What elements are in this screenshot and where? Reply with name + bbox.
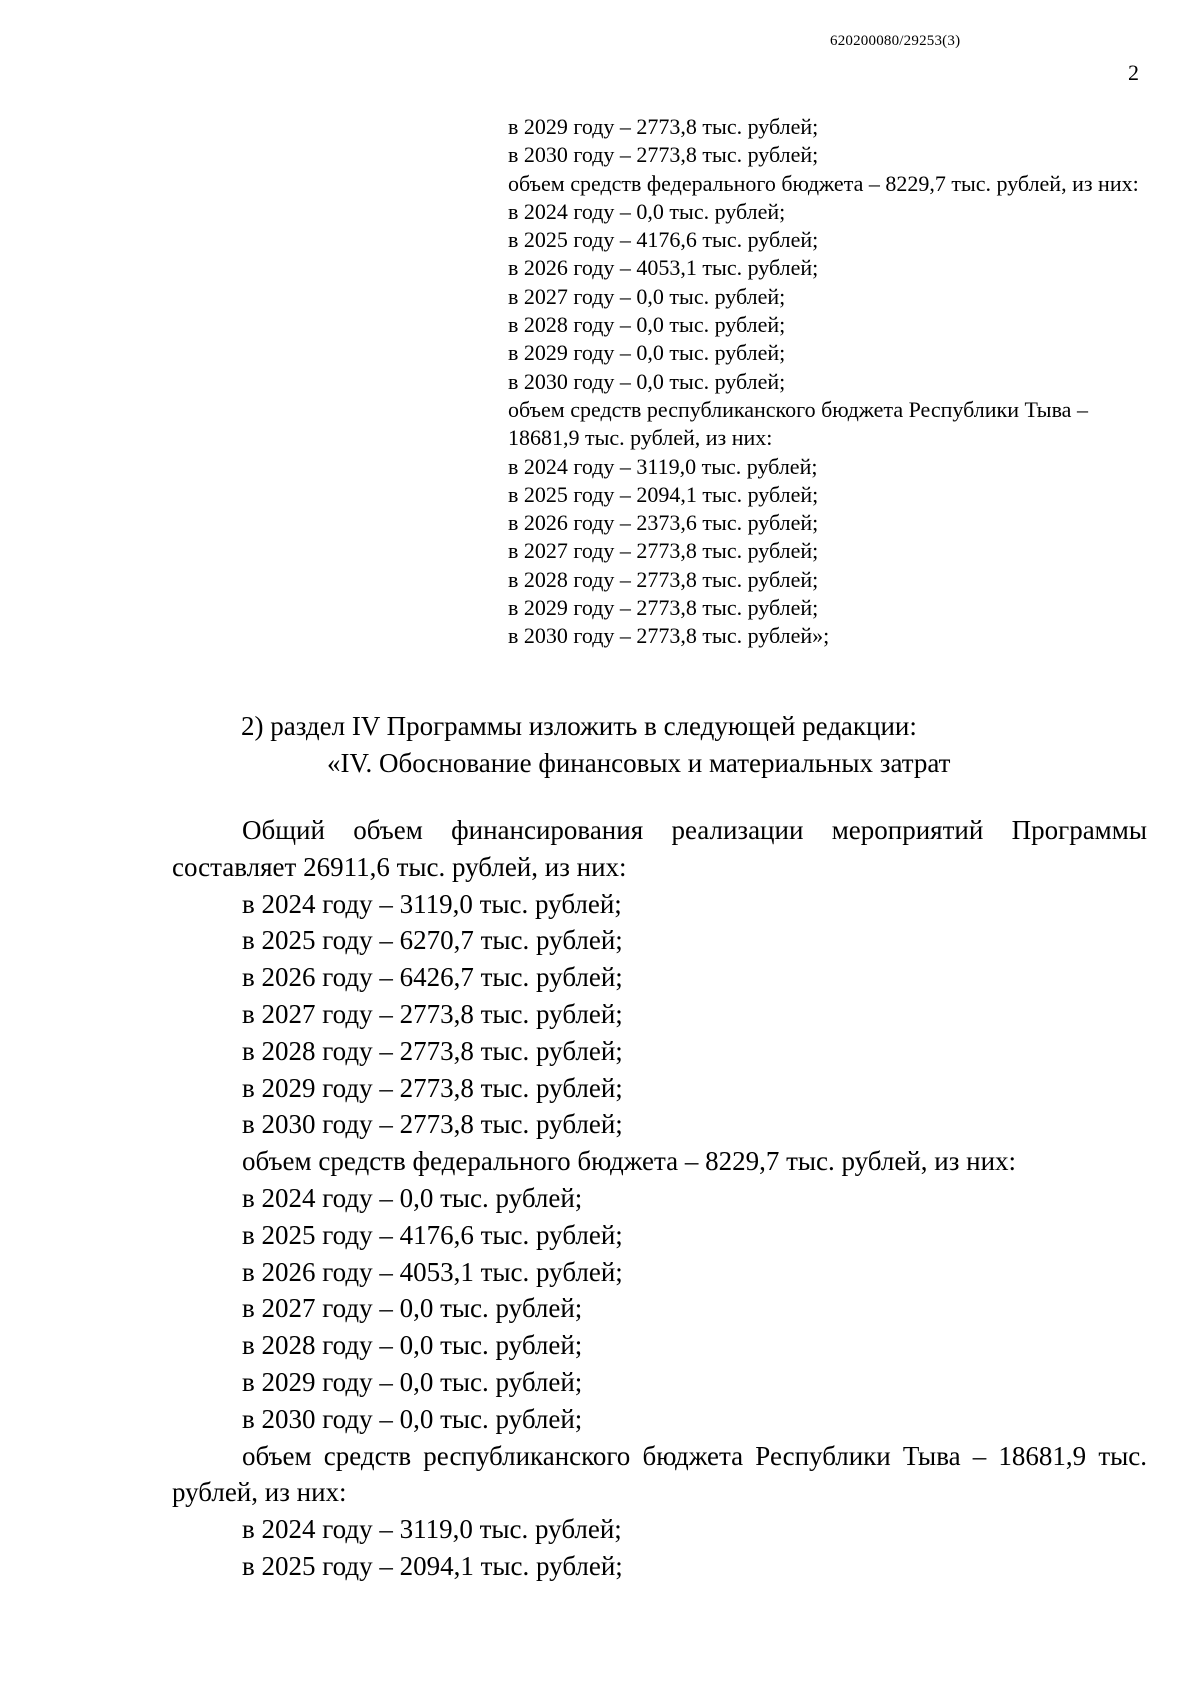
section-body bbox=[172, 812, 1147, 1585]
total-funding-line: в 2028 году – 2773,8 тыс. рублей; bbox=[242, 1035, 623, 1066]
funding-line: в 2024 году – 3119,0 тыс. рублей; bbox=[508, 453, 818, 479]
funding-line: в 2026 году – 4053,1 тыс. рублей; bbox=[508, 255, 819, 281]
total-funding-line: в 2030 году – 2773,8 тыс. рублей; bbox=[242, 1109, 623, 1140]
republic-funding-line: в 2024 году – 3119,0 тыс. рублей; bbox=[242, 1514, 622, 1545]
federal-budget-line: объем средств федерального бюджета – 8229,7 тыс. рублей, из них: bbox=[508, 170, 1139, 196]
top-funding-block bbox=[508, 113, 1148, 651]
total-funding-paragraph: Общий объем финансирования реализации мероприятий Программы составляет 26911,6 тыс. рублей, из них: bbox=[172, 815, 1147, 882]
federal-funding-line: в 2024 году – 0,0 тыс. рублей; bbox=[242, 1182, 583, 1213]
funding-line: в 2025 году – 4176,6 тыс. рублей; bbox=[508, 227, 819, 253]
republic-budget-paragraph: объем средств республиканского бюджета Республики Тыва – 18681,9 тыс. рублей, из них: bbox=[172, 1440, 1147, 1508]
total-funding-line: в 2027 году – 2773,8 тыс. рублей; bbox=[242, 998, 623, 1029]
funding-line: в 2028 году – 2773,8 тыс. рублей; bbox=[508, 566, 819, 592]
funding-line: в 2025 году – 2094,1 тыс. рублей; bbox=[508, 481, 819, 507]
funding-line: в 2027 году – 2773,8 тыс. рублей; bbox=[508, 538, 819, 564]
amendment-clause: 2) раздел IV Программы изложить в следующей редакции: bbox=[241, 711, 917, 741]
total-funding-line: в 2024 году – 3119,0 тыс. рублей; bbox=[242, 888, 622, 919]
funding-line: в 2026 году – 2373,6 тыс. рублей; bbox=[508, 510, 819, 536]
funding-line: в 2029 году – 0,0 тыс. рублей; bbox=[508, 340, 786, 366]
funding-line: в 2029 году – 2773,8 тыс. рублей; bbox=[508, 595, 819, 621]
funding-line: в 2029 году – 2773,8 тыс. рублей; bbox=[508, 114, 819, 139]
republic-budget-line: объем средств республиканского бюджета Республики Тыва – 18681,9 тыс. рублей, из них: bbox=[508, 396, 1088, 451]
federal-funding-line: в 2029 году – 0,0 тыс. рублей; bbox=[242, 1366, 583, 1397]
funding-line: в 2027 году – 0,0 тыс. рублей; bbox=[508, 283, 786, 309]
page-number: 2 bbox=[1128, 60, 1139, 85]
federal-budget-paragraph: объем средств федерального бюджета – 8229,7 тыс. рублей, из них: bbox=[242, 1146, 1017, 1177]
total-funding-line: в 2025 году – 6270,7 тыс. рублей; bbox=[242, 925, 623, 956]
funding-line: в 2024 году – 0,0 тыс. рублей; bbox=[508, 198, 786, 224]
federal-funding-line: в 2025 году – 4176,6 тыс. рублей; bbox=[242, 1219, 623, 1250]
funding-line: в 2028 году – 0,0 тыс. рублей; bbox=[508, 312, 786, 338]
document-code: 620200080/29253(3) bbox=[830, 33, 961, 49]
funding-line: в 2030 году – 2773,8 тыс. рублей»; bbox=[508, 623, 830, 649]
federal-funding-line: в 2028 году – 0,0 тыс. рублей; bbox=[242, 1330, 583, 1361]
total-funding-line: в 2029 году – 2773,8 тыс. рублей; bbox=[242, 1072, 623, 1103]
section-heading: «IV. Обоснование финансовых и материальных затрат bbox=[327, 748, 951, 778]
republic-funding-line: в 2025 году – 2094,1 тыс. рублей; bbox=[242, 1550, 623, 1581]
total-funding-line: в 2026 году – 6426,7 тыс. рублей; bbox=[242, 962, 623, 993]
federal-funding-line: в 2027 году – 0,0 тыс. рублей; bbox=[242, 1293, 583, 1324]
funding-line: в 2030 году – 2773,8 тыс. рублей; bbox=[508, 142, 819, 168]
funding-line: в 2030 году – 0,0 тыс. рублей; bbox=[508, 368, 786, 394]
federal-funding-line: в 2026 году – 4053,1 тыс. рублей; bbox=[242, 1256, 623, 1287]
federal-funding-line: в 2030 году – 0,0 тыс. рублей; bbox=[242, 1403, 583, 1434]
